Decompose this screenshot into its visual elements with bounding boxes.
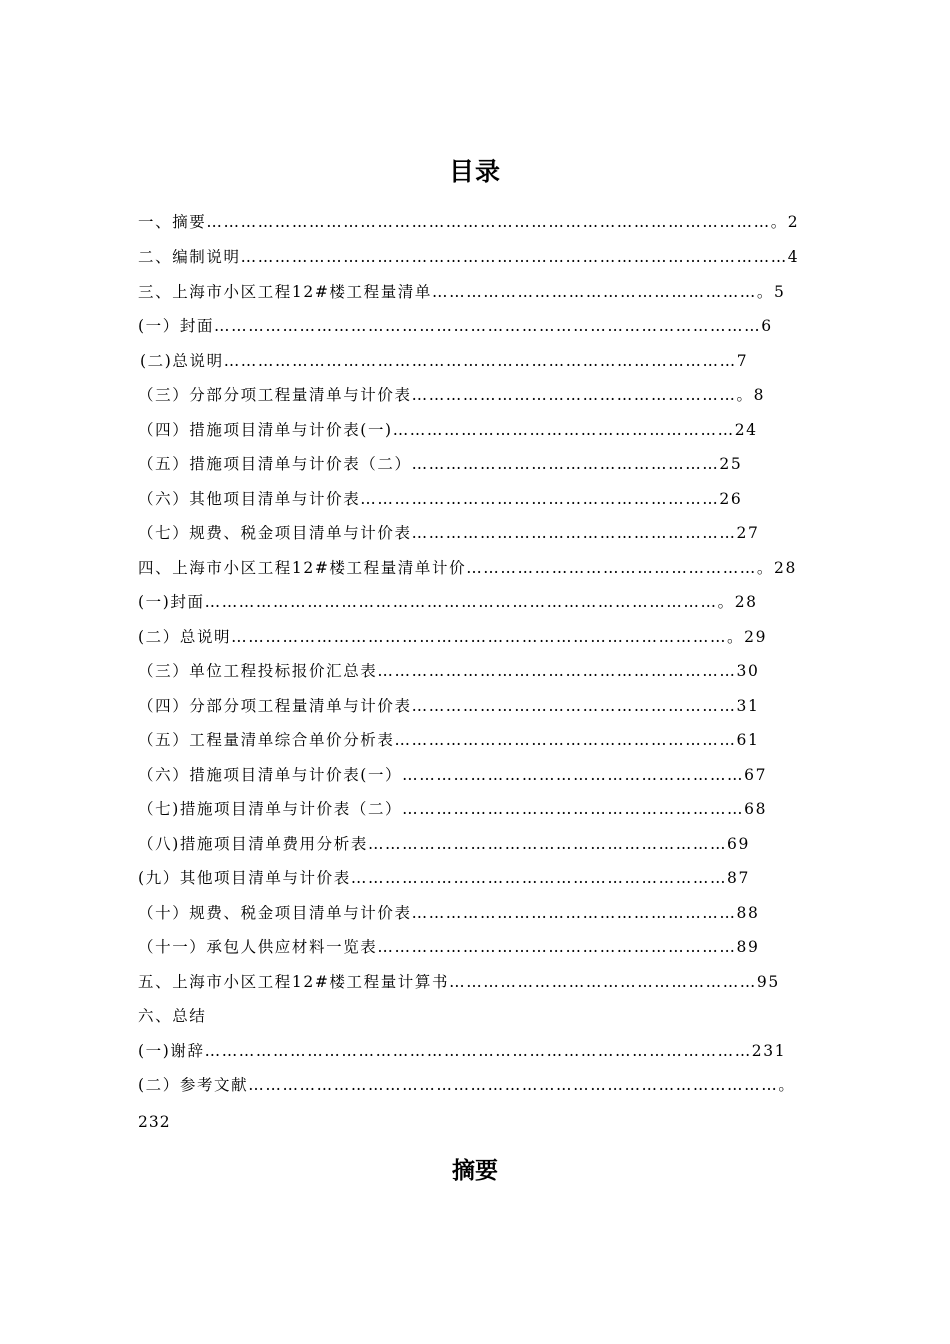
toc-entry[interactable] <box>138 590 860 614</box>
toc-entry-text: （十一）承包人供应材料一览表………………………………………………………89 <box>138 938 760 956</box>
toc-title: 目录 <box>448 157 501 186</box>
toc-entry[interactable] <box>138 1039 848 1063</box>
toc-entry[interactable] <box>138 280 854 304</box>
toc-entry[interactable] <box>138 245 850 269</box>
toc-entry[interactable] <box>138 970 862 994</box>
toc-entry-text: 五、上海市小区工程12#楼工程量计算书………………………………………………95 <box>138 973 780 991</box>
toc-entry[interactable] <box>138 797 848 821</box>
toc-entry-text: （四）措施项目清单与计价表(一)……………………………………………………24 <box>138 421 758 439</box>
toc-entry-text: （七）规费、税金项目清单与计价表…………………………………………………27 <box>138 524 760 542</box>
toc-entry-text: （三）单位工程投标报价汇总表………………………………………………………30 <box>138 662 760 680</box>
toc-entry-text: （五）措施项目清单与计价表（二）………………………………………………25 <box>138 455 743 473</box>
toc-entry[interactable] <box>138 1073 872 1097</box>
toc-entry[interactable] <box>138 314 838 338</box>
toc-entry[interactable] <box>138 866 848 890</box>
toc-entry[interactable] <box>138 487 858 511</box>
toc-entry-text: (二）总说明……………………………………………………………………………。29 <box>138 628 768 646</box>
toc-entry-text: （六）措施项目清单与计价表(一）……………………………………………………67 <box>138 766 768 784</box>
toc-entry-text: 四、上海市小区工程12#楼工程量清单计价……………………………………………。28 <box>138 559 797 577</box>
toc-entry[interactable] <box>138 418 838 442</box>
toc-entry-text: (二)总说明………………………………………………………………………………7 <box>140 352 749 370</box>
abstract-heading: 摘要 <box>452 1158 498 1184</box>
toc-entry-text: （四）分部分项工程量清单与计价表…………………………………………………31 <box>138 697 760 715</box>
toc-entry[interactable] <box>138 728 858 752</box>
toc-entry[interactable] <box>138 556 860 580</box>
toc-entry-text: 二、编制说明……………………………………………………………………………………4 <box>138 248 800 266</box>
toc-entry-text: 六、总结 <box>138 1007 207 1025</box>
toc-entry-text: (一)谢辞……………………………………………………………………………………231 <box>138 1042 787 1060</box>
toc-entry-text: 三、上海市小区工程12#楼工程量清单…………………………………………………。5 <box>138 283 786 301</box>
toc-entry-text: （七)措施项目清单与计价表（二）……………………………………………………68 <box>138 800 768 818</box>
toc-entry-page-number: 232 <box>138 1113 171 1131</box>
toc-entry[interactable] <box>138 210 858 234</box>
toc-entry[interactable] <box>138 901 858 925</box>
toc-entry[interactable] <box>138 763 848 787</box>
toc-entry-text: (一)封面………………………………………………………………………………。28 <box>138 593 758 611</box>
toc-entry-text: (一）封面……………………………………………………………………………………6 <box>138 317 773 335</box>
toc-entry-text: （十）规费、税金项目清单与计价表…………………………………………………88 <box>138 904 760 922</box>
toc-entry[interactable] <box>138 452 858 476</box>
toc-entry-text: (九）其他项目清单与计价表…………………………………………………………87 <box>138 869 750 887</box>
toc-entry-text: （六）其他项目清单与计价表………………………………………………………26 <box>138 490 743 508</box>
toc-entry[interactable] <box>138 521 858 545</box>
toc-entry-text: （三）分部分项工程量清单与计价表…………………………………………………。8 <box>138 386 766 404</box>
toc-entry-text: （五）工程量清单综合单价分析表……………………………………………………61 <box>138 731 760 749</box>
toc-entry[interactable] <box>138 694 858 718</box>
toc-entry[interactable] <box>140 349 846 373</box>
toc-entry[interactable] <box>138 383 856 407</box>
toc-entry[interactable] <box>138 832 848 856</box>
toc-entry-text: （八)措施项目清单费用分析表………………………………………………………69 <box>138 835 750 853</box>
toc-entry-text: 一、摘要………………………………………………………………………………………。2 <box>138 213 800 231</box>
toc-entry[interactable] <box>138 1004 338 1028</box>
toc-entry-text: (二）参考文献…………………………………………………………………………………。 <box>138 1076 796 1094</box>
toc-entry[interactable] <box>138 659 858 683</box>
toc-entry[interactable] <box>138 935 858 959</box>
toc-entry[interactable] <box>138 625 860 649</box>
